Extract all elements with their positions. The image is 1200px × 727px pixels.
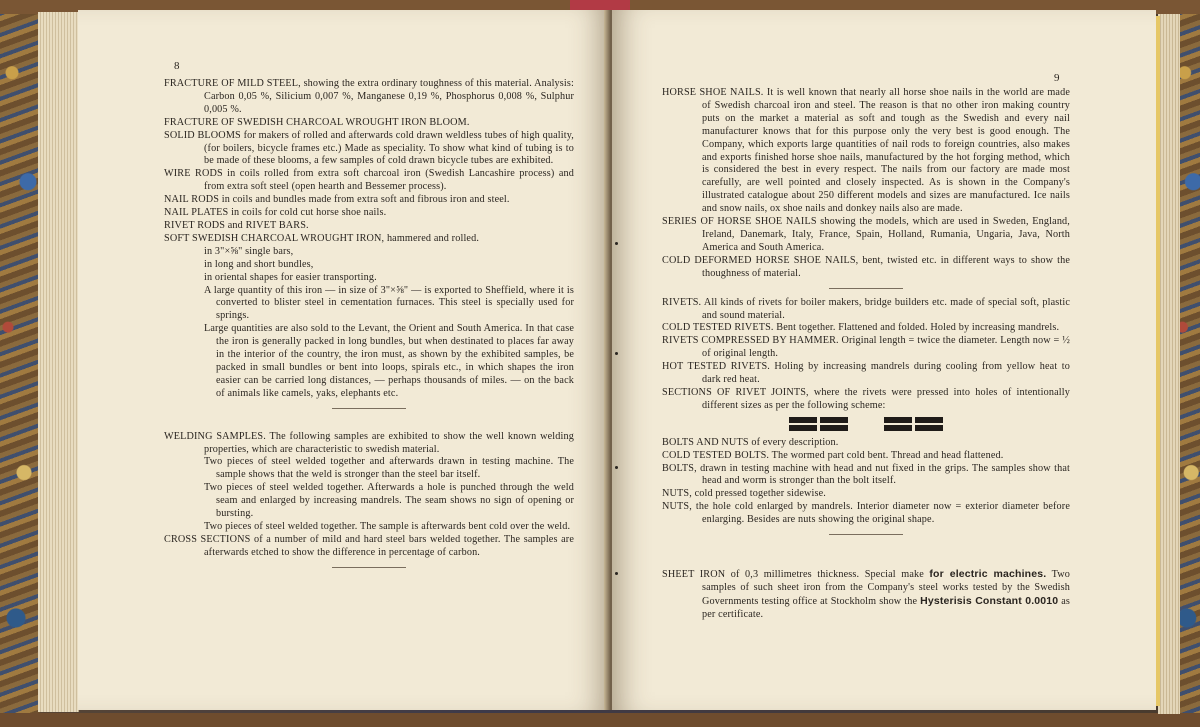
page-number: 9 [1054,72,1060,84]
paragraph: in oriental shapes for easier transporting. [204,271,377,283]
marbled-endpaper-right [1178,0,1200,727]
paragraph: RIVET RODS and RIVET BARS. [164,219,309,231]
paragraph: in long and short bundles, [204,258,314,270]
left-page [78,10,608,710]
paragraph: SHEET IRON of 0,3 millimetres thickness. Special make for electric machines. Two samples of such sheet iron from the Company's steel works tested by the Swedish Governments testing office at Stockholm show the Hysterisis Constant 0.0010 as per certificate. [662,568,1071,620]
paragraph: in 3"×⅝" single bars, [204,245,294,257]
rivet-plate-bar [789,417,817,423]
page-edges-right [1158,14,1180,714]
cover-board-bottom [0,713,1200,727]
paragraph: BOLTS, drawn in testing machine with head and nut fixed in the grips. The samples show that head and worm is stronger than the bolt itself. [662,462,1070,487]
section-divider [332,408,406,409]
paragraph: A large quantity of this iron — in size of 3"×⅝" — is exported to Sheffield, where it is converted to blister steel in cementation furnaces. This steel is specially used for springs. [204,284,574,322]
paragraph: Two pieces of steel welded together. Afterwards a hole is punched through the weld seam and enlarged by increasing mandrels. The seam shows no sign of opening or bursting. [204,482,574,520]
rivet-plate-bar [820,417,848,423]
rivet-plate-bar [884,417,912,423]
rivet-joint-diagram [884,417,943,431]
paragraph: COLD DEFORMED HORSE SHOE NAILS, bent, twisted etc. in different ways to show the thoughness of material. [662,254,1070,279]
paragraph: CROSS SECTIONS of a number of mild and hard steel bars welded together. The samples are afterwards etched to show the difference in percentage of carbon. [164,533,574,558]
rivet-joint-diagram [789,417,848,431]
left-page-text [164,78,574,576]
paragraph: NAIL RODS in coils and bundles made from extra soft and fibrous iron and steel. [164,194,510,206]
paragraph: SOLID BLOOMS for makers of rolled and afterwards cold drawn weldless tubes of high quality, (for boilers, bicycle frames etc.) Made as speciality. To show what kind of tubing is to be made of these blooms, a few samples of cold drawn bicycle tubes are exhibited. [164,129,574,167]
paragraph: FRACTURE OF MILD STEEL, showing the extra ordinary toughness of this material. Analysis: Carbon 0,05 %, Silicium 0,007 %, Manganese 0,19 %, Phosphorus 0,008 %, Sulphur 0,005 %. [164,78,574,115]
paragraph: HOT TESTED RIVETS. Holing by increasing mandrels during cooling from yellow heat to dark red heat. [662,361,1070,386]
rivet-plate-bar [820,425,848,431]
paragraph: WIRE RODS in coils rolled from extra soft charcoal iron (Swedish Lancashire process) and from extra soft steel (open hearth and Bessemer process). [164,168,574,193]
binding-thread-dot [615,572,618,575]
page-number: 8 [174,60,180,72]
right-page-text [662,87,1070,543]
paragraph: RIVETS. All kinds of rivets for boiler makers, bridge builders etc. made of special soft, plastic and sound material. [662,296,1070,321]
right-page [612,10,1156,710]
paragraph: Large quantities are also sold to the Levant, the Orient and South America. In that case the iron is generally packed in long bundles, but when destinated to places far away in the interior of the country, the iron must, as shown by the exhibited samples, be packed in small bundles or bent into loops, spirals etc., in which shapes the iron easier can be carried long distances, — perhaps thousands of miles. — on the back of animals like camels, yaks, elephants etc. [204,323,574,399]
section-divider [332,567,406,568]
paragraph: NUTS, the hole cold enlarged by mandrels. Interior diameter now = exterior diameter before enlarging. Besides are nuts showing the original shape. [662,501,1070,526]
rivet-plate-bar [789,425,817,431]
paragraph: HORSE SHOE NAILS. It is well known that nearly all horse shoe nails in the world are made of Swedish charcoal iron and steel. The reason is that no other iron making country puts on the market a material as soft and tough as the Swedish and every nail manufacturer knows that for this purpose only the very best is good enough. The Company, which exports large quantities of nail rods to foreign countries, also makes and exports finished horse shoe nails, manufactured by the hot forging method, which is considered the best in every respect. The nails from our factory are made most carefully, are well pointed and closely inspected. As is shown in the Company's illustrated catalogue about 250 different models and sizes are manufactured. Ice nails and snow nails, ox shoe nails and donkey nails also are made. [662,87,1070,215]
paragraph: NUTS, cold pressed together sidewise. [662,488,826,500]
rivet-joint-scheme [662,417,1070,431]
sheet-iron-entry [662,568,1070,622]
paragraph: SOFT SWEDISH CHARCOAL WROUGHT IRON, hammered and rolled. [164,232,480,244]
paragraph: Two pieces of steel welded together. The sample is afterwards bent cold over the weld. [204,521,571,532]
bold-emphasis: Hysterisis Constant 0.0010 [920,594,1059,607]
paragraph: BOLTS AND NUTS of every description. [662,436,839,448]
paragraph: WELDING SAMPLES. The following samples are exhibited to show the well known welding properties, which are characteristic to swedish material. [164,430,574,455]
paragraph: Two pieces of steel welded together and afterwards drawn in testing machine. The sample shows that the weld is stronger than the steel bar itself. [204,456,574,481]
section-divider [829,288,903,289]
paragraph: COLD TESTED RIVETS. Bent together. Flattened and folded. Holed by increasing mandrels. [662,322,1060,334]
section-gap [164,417,574,431]
binding-thread-dot [615,352,618,355]
paragraph: FRACTURE OF SWEDISH CHARCOAL WROUGHT IRON BLOOM. [164,116,470,128]
rivet-plate-bar [884,425,912,431]
section-divider [829,534,903,535]
paragraph: COLD TESTED BOLTS. The wormed part cold bent. Thread and head flattened. [662,449,1004,461]
paragraph: SECTIONS OF RIVET JOINTS, where the rivets were pressed into holes of intentionally different sizes as per the following scheme: [662,386,1070,411]
binding-thread-dot [615,466,618,469]
rivet-plate-bar [915,425,943,431]
paragraph: SERIES OF HORSE SHOE NAILS showing the models, which are used in Sweden, England, Ireland, Danemark, Italy, France, Spain, Holland, Rumania, Ungaria, Java, North America and South America. [662,216,1070,253]
paragraph: NAIL PLATES in coils for cold cut horse shoe nails. [164,207,387,219]
bold-emphasis: for electric machines. [929,568,1047,580]
marbled-endpaper-left [0,0,40,727]
rivet-plate-bar [915,417,943,423]
paragraph: RIVETS COMPRESSED BY HAMMER. Original length = twice the diameter. Length now = ½ of original length. [662,335,1070,360]
binding-thread-dot [615,242,618,245]
page-edges-left [38,12,79,712]
